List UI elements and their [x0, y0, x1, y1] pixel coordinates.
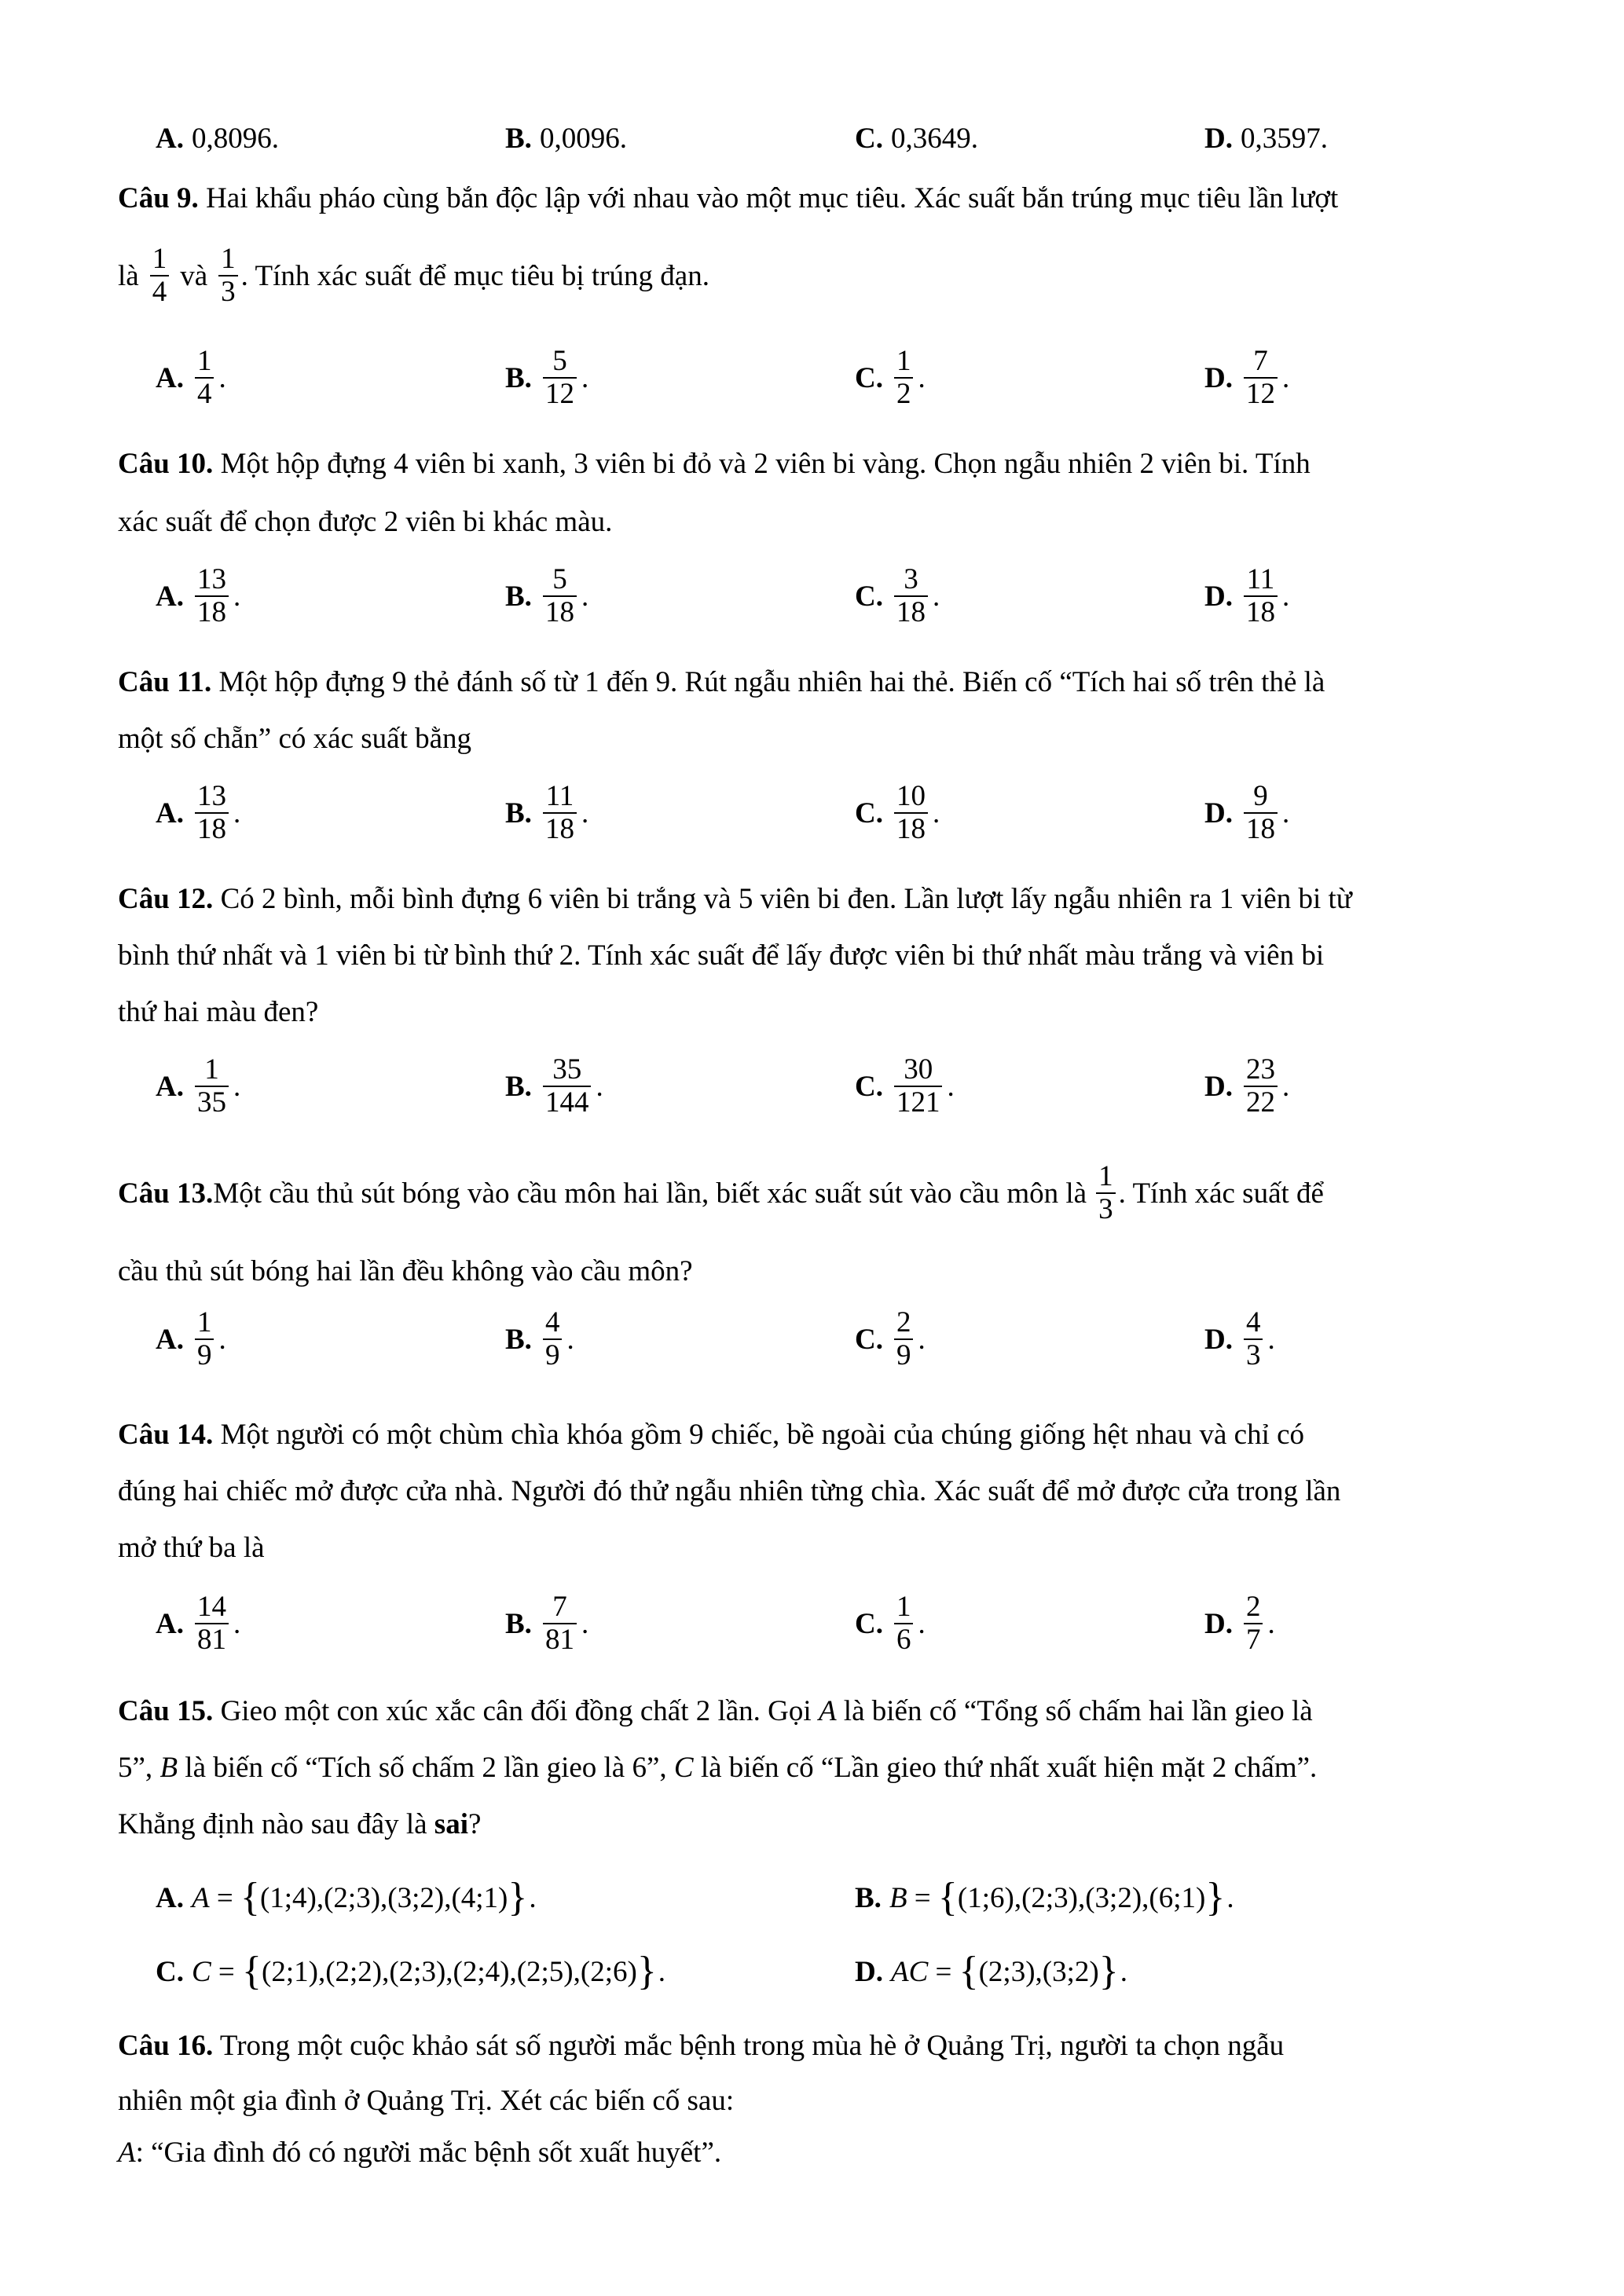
- question-text: ?: [467, 1808, 482, 1840]
- q12-option-a[interactable]: A. $\frac{1}{35}$ .: [156, 1053, 241, 1119]
- fraction: [543, 564, 577, 628]
- q9-option-a[interactable]: A. $\frac{1}{4}$ .: [156, 345, 226, 410]
- question-text: Gieo một con xúc xắc cân đối đồng chất 2 lần. Gọi: [213, 1695, 819, 1727]
- option-label: D.: [1204, 361, 1233, 394]
- denominator: 18: [544, 813, 574, 845]
- numerator: 1: [204, 1053, 219, 1086]
- question-text: Trong một cuộc khảo sát số người mắc bệnh trong mùa hè ở Quảng Trị, người ta chọn ngẫu: [213, 2030, 1285, 2062]
- q8-option-b[interactable]: [505, 124, 627, 153]
- math-variable: A: [818, 1695, 837, 1727]
- fraction: [1244, 564, 1278, 628]
- option-label: D.: [1204, 123, 1233, 155]
- option-label: C.: [855, 796, 883, 829]
- option-label: B.: [505, 123, 532, 155]
- q12-stem-line3: [118, 998, 1524, 1027]
- denominator: 18: [1245, 596, 1275, 628]
- numerator: 1: [1098, 1160, 1113, 1192]
- fraction: [218, 244, 238, 308]
- q14-options: [118, 1591, 1524, 1662]
- option-label: D.: [1204, 796, 1233, 829]
- denominator: 9: [896, 1339, 911, 1371]
- question-text: mở thứ ba là: [118, 1532, 265, 1564]
- fraction: [894, 346, 914, 410]
- question-text: là biến cố “Tổng số chấm hai lần gieo là: [836, 1695, 1313, 1727]
- fraction: [543, 1307, 563, 1371]
- q12-stem-line1: [118, 884, 1524, 914]
- math-variable: A: [191, 1881, 210, 1914]
- fraction: [1244, 1054, 1278, 1119]
- math-variable: AC: [890, 1955, 929, 1988]
- emphasis-text: sai: [434, 1808, 468, 1840]
- q12-option-c[interactable]: C. $\frac{30}{121}$ .: [855, 1053, 955, 1119]
- fraction: [1244, 1591, 1263, 1656]
- q13-option-b[interactable]: B. $\frac{4}{9}$ .: [505, 1306, 574, 1371]
- q13-option-a[interactable]: A. $\frac{1}{9}$ .: [156, 1306, 226, 1371]
- denominator: 121: [896, 1086, 940, 1119]
- q15-option-c[interactable]: C. C = { (2;1),(2;2),(2;3),(2;4),(2;5),(2;6) } .: [156, 1949, 666, 1994]
- q14-stem-line3: [118, 1533, 1524, 1562]
- option-label: D.: [1204, 580, 1233, 613]
- q10-option-a[interactable]: A. $\frac{13}{18}$ .: [156, 563, 241, 628]
- q14-option-d[interactable]: D. $\frac{2}{7}$ .: [1204, 1591, 1275, 1656]
- numerator: 1: [196, 345, 212, 377]
- numerator: 2: [896, 1306, 911, 1338]
- option-end: .: [619, 123, 627, 155]
- option-label: C.: [855, 361, 883, 394]
- question-text: xác suất để chọn được 2 viên bi khác màu.: [118, 506, 613, 538]
- fraction: [1244, 346, 1278, 410]
- math-variable: B: [889, 1881, 907, 1914]
- question-text: nhiên một gia đình ở Quảng Trị. Xét các biến cố sau:: [118, 2085, 735, 2117]
- numerator: 1: [196, 1306, 212, 1338]
- question-text: Một người có một chùm chìa khóa gồm 9 chiếc, bề ngoài của chúng giống hệt nhau và chỉ có: [213, 1419, 1305, 1451]
- fraction: [1244, 1307, 1263, 1371]
- q14-option-c[interactable]: C. $\frac{1}{6}$ .: [855, 1591, 926, 1656]
- q9-option-d[interactable]: D. $\frac{7}{12}$ .: [1204, 345, 1290, 410]
- fraction: [195, 1054, 229, 1119]
- text: là: [118, 259, 139, 292]
- fraction: [894, 564, 928, 628]
- fraction: [150, 244, 170, 308]
- option-value: 0,3597: [1240, 123, 1321, 155]
- option-label: A.: [156, 1881, 184, 1914]
- q8-option-c[interactable]: [855, 124, 978, 153]
- q16-stem-line1: [118, 2031, 1524, 2060]
- q16-stem-line2: [118, 2086, 1524, 2115]
- option-label: D.: [1204, 1070, 1233, 1103]
- question-text: là biến cố “Tích số chấm 2 lần gieo là 6”,: [178, 1752, 674, 1784]
- option-label: C.: [855, 123, 883, 155]
- fraction: [195, 781, 229, 845]
- q15-stem-line2: [118, 1753, 1524, 1782]
- q14-option-b[interactable]: B. $\frac{7}{81}$ .: [505, 1591, 589, 1656]
- fraction: [195, 1307, 214, 1371]
- question-label: Câu 16.: [118, 2030, 214, 2062]
- q10-option-b[interactable]: B. $\frac{5}{18}$ .: [505, 563, 589, 628]
- numerator: 2: [1245, 1591, 1261, 1623]
- denominator: 18: [544, 596, 574, 628]
- question-text: Một hộp đựng 4 viên bi xanh, 3 viên bi đỏ và 2 viên bi vàng. Chọn ngẫu nhiên 2 viên bi. Tính: [213, 448, 1311, 480]
- denominator: 81: [196, 1624, 226, 1656]
- numerator: 5: [552, 345, 567, 377]
- question-text: Khẳng định nào sau đây là: [118, 1808, 434, 1840]
- q10-stem-line1: [118, 449, 1524, 478]
- question-label: Câu 12.: [118, 883, 214, 915]
- q14-stem-line2: [118, 1477, 1524, 1506]
- question-label: Câu 9.: [118, 182, 199, 214]
- option-value: 0,3649: [890, 123, 971, 155]
- fraction: [195, 564, 229, 628]
- q10-stem-line2: [118, 507, 1524, 536]
- fraction: [894, 1591, 914, 1656]
- q10-option-d[interactable]: D. $\frac{11}{18}$ .: [1204, 563, 1290, 628]
- numerator: 3: [904, 563, 918, 595]
- set-elements: (2;3),(3;2): [978, 1955, 1099, 1988]
- q11-option-a[interactable]: A. $\frac{13}{18}$ .: [156, 780, 241, 845]
- denominator: 35: [196, 1086, 226, 1119]
- denominator: 7: [1245, 1624, 1261, 1656]
- q13-option-d[interactable]: D. $\frac{4}{3}$ .: [1204, 1306, 1275, 1371]
- denominator: 12: [544, 378, 574, 410]
- numerator: 10: [896, 780, 926, 812]
- option-label: B.: [505, 1070, 532, 1103]
- q10-option-c[interactable]: C. $\frac{3}{18}$ .: [855, 563, 940, 628]
- q8-option-d[interactable]: [1204, 124, 1328, 153]
- set-elements: (2;1),(2;2),(2;3),(2;4),(2;5),(2;6): [262, 1955, 637, 1988]
- numerator: 9: [1253, 780, 1268, 812]
- q14-option-a[interactable]: A. $\frac{14}{81}$ .: [156, 1591, 241, 1656]
- denominator: 18: [196, 813, 226, 845]
- numerator: 11: [545, 780, 574, 812]
- option-label: C.: [855, 1070, 883, 1103]
- numerator: 30: [904, 1053, 933, 1086]
- fraction: [543, 1591, 577, 1656]
- option-label: C.: [855, 1323, 883, 1356]
- denominator: 3: [1098, 1193, 1113, 1225]
- math-variable: C: [673, 1752, 694, 1784]
- option-label: A.: [156, 1607, 184, 1640]
- question-text: đúng hai chiếc mở được cửa nhà. Người đó thử ngẫu nhiên từng chìa. Xác suất để mở được cửa trong lần: [118, 1475, 1341, 1507]
- q12-option-d[interactable]: D. $\frac{23}{22}$ .: [1204, 1053, 1290, 1119]
- option-value: 0,0096: [539, 123, 620, 155]
- option-label: B.: [505, 361, 532, 394]
- question-text: 5”,: [118, 1752, 160, 1784]
- q15-option-a[interactable]: A. A = { (1;4),(2;3),(3;2),(4;1) } .: [156, 1875, 537, 1920]
- numerator: 1: [896, 1591, 911, 1623]
- question-text: là biến cố “Lần gieo thứ nhất xuất hiện mặt 2 chấm”.: [693, 1752, 1318, 1784]
- question-text: thứ hai màu đen?: [118, 996, 319, 1028]
- numerator: 35: [552, 1053, 582, 1086]
- numerator: 7: [1253, 345, 1268, 377]
- fraction: [894, 1054, 943, 1119]
- option-label: B.: [505, 580, 532, 613]
- question-label: Câu 11.: [118, 666, 212, 698]
- q15-stem-line3: [118, 1810, 1524, 1839]
- denominator: 3: [1245, 1339, 1261, 1371]
- option-label: D.: [855, 1955, 883, 1988]
- question-label: Câu 13.: [118, 1177, 214, 1210]
- denominator: 22: [1245, 1086, 1275, 1119]
- question-label: Câu 10.: [118, 448, 214, 480]
- fraction: [543, 1054, 592, 1119]
- fraction: [894, 781, 928, 845]
- denominator: 144: [544, 1086, 589, 1119]
- q11-option-b[interactable]: B. $\frac{11}{18}$ .: [505, 780, 589, 845]
- numerator: 4: [1245, 1306, 1261, 1338]
- option-label: B.: [505, 796, 532, 829]
- denominator: 12: [1245, 378, 1275, 410]
- q15-option-d[interactable]: D. AC = { (2;3),(3;2) } .: [855, 1949, 1127, 1994]
- numerator: 1: [152, 243, 167, 275]
- denominator: 81: [544, 1624, 574, 1656]
- q11-options: [118, 781, 1524, 851]
- numerator: 1: [896, 345, 911, 377]
- q9-options: [118, 346, 1524, 416]
- question-text: bình thứ nhất và 1 viên bi từ bình thứ 2. Tính xác suất để lấy được viên bi thứ nhất màu trắng và viên bi: [118, 939, 1325, 972]
- denominator: 18: [896, 596, 926, 628]
- event-text: : “Gia đình đó có người mắc bệnh sốt xuất huyết”.: [135, 2137, 722, 2169]
- option-label: B.: [505, 1607, 532, 1640]
- q12-options: [118, 1054, 1524, 1125]
- denominator: 3: [221, 276, 236, 308]
- numerator: 14: [196, 1591, 226, 1623]
- q16-event-a: [118, 2138, 1524, 2167]
- denominator: 18: [896, 813, 926, 845]
- denominator: 2: [896, 378, 911, 410]
- denominator: 18: [196, 596, 226, 628]
- option-label: A.: [156, 1070, 184, 1103]
- question-text: Một cầu thủ sút bóng vào cầu môn hai lần, biết xác suất sút vào cầu môn là: [213, 1177, 1087, 1210]
- q15-stem-line1: [118, 1697, 1524, 1726]
- numerator: 11: [1246, 563, 1275, 595]
- q9-option-c[interactable]: C. $\frac{1}{2}$ .: [855, 345, 926, 410]
- fraction: [894, 1307, 914, 1371]
- numerator: 13: [196, 563, 226, 595]
- q11-option-d[interactable]: D. $\frac{9}{18}$ .: [1204, 780, 1290, 845]
- question-label: Câu 14.: [118, 1419, 214, 1451]
- q13-stem-line1: [118, 1161, 1524, 1225]
- math-variable: A: [118, 2137, 136, 2169]
- q11-option-c[interactable]: C. $\frac{10}{18}$ .: [855, 780, 940, 845]
- fraction: [543, 346, 577, 410]
- q10-options: [118, 564, 1524, 635]
- q12-option-b[interactable]: B. $\frac{35}{144}$ .: [505, 1053, 603, 1119]
- math-variable: C: [191, 1955, 211, 1988]
- fraction: [543, 781, 577, 845]
- question-text: Hai khẩu pháo cùng bắn độc lập với nhau vào một mục tiêu. Xác suất bắn trúng mục tiêu lần lượt: [198, 182, 1339, 214]
- q9-stem-line2: [118, 244, 1524, 308]
- option-value: 0,8096: [191, 123, 272, 155]
- q15-option-b[interactable]: B. B = { (1;6),(2;3),(3;2),(6;1) } .: [855, 1875, 1234, 1920]
- option-label: C.: [855, 1607, 883, 1640]
- option-label: A.: [156, 361, 184, 394]
- numerator: 1: [221, 243, 236, 275]
- option-label: D.: [1204, 1607, 1233, 1640]
- question-text: Một hộp đựng 9 thẻ đánh số từ 1 đến 9. Rút ngẫu nhiên hai thẻ. Biến cố “Tích hai số trên thẻ là: [211, 666, 1325, 698]
- fraction: [1096, 1161, 1116, 1225]
- q11-stem-line2: [118, 724, 1524, 753]
- numerator: 4: [544, 1306, 560, 1338]
- numerator: 5: [552, 563, 567, 595]
- set-elements: (1;4),(2;3),(3;2),(4;1): [259, 1881, 508, 1914]
- fraction: [195, 1591, 229, 1656]
- text: . Tính xác suất để mục tiêu bị trúng đạn.: [240, 259, 709, 292]
- q13-stem-line2: [118, 1257, 1524, 1286]
- option-label: C.: [855, 580, 883, 613]
- numerator: 13: [196, 780, 226, 812]
- option-end: .: [1320, 123, 1328, 155]
- option-label: D.: [1204, 1323, 1233, 1356]
- set-elements: (1;6),(2;3),(3;2),(6;1): [957, 1881, 1206, 1914]
- q9-option-b[interactable]: B. $\frac{5}{12}$ .: [505, 345, 589, 410]
- numerator: 23: [1245, 1053, 1275, 1086]
- option-label: C.: [156, 1955, 184, 1988]
- denominator: 4: [152, 276, 167, 308]
- option-label: B.: [855, 1881, 882, 1914]
- option-label: A.: [156, 123, 184, 155]
- option-label: A.: [156, 580, 184, 613]
- option-end: .: [271, 123, 279, 155]
- math-variable: B: [159, 1752, 178, 1784]
- option-end: .: [970, 123, 978, 155]
- denominator: 9: [544, 1339, 560, 1371]
- denominator: 18: [1245, 813, 1275, 845]
- question-text: cầu thủ sút bóng hai lần đều không vào cầu môn?: [118, 1255, 693, 1287]
- numerator: 7: [552, 1591, 567, 1623]
- option-label: A.: [156, 796, 184, 829]
- q9-stem-line1: [118, 184, 1524, 213]
- q14-stem-line1: [118, 1420, 1524, 1449]
- option-label: A.: [156, 1323, 184, 1356]
- question-text: một số chẵn” có xác suất bằng: [118, 723, 472, 755]
- denominator: 9: [196, 1339, 212, 1371]
- q11-stem-line1: [118, 668, 1524, 697]
- fraction: [195, 346, 214, 410]
- q13-options: [118, 1307, 1524, 1378]
- denominator: 4: [196, 378, 212, 410]
- text: và: [180, 259, 208, 292]
- denominator: 6: [896, 1624, 911, 1656]
- q8-option-a[interactable]: [156, 124, 279, 153]
- q13-option-c[interactable]: C. $\frac{2}{9}$ .: [855, 1306, 926, 1371]
- option-label: B.: [505, 1323, 532, 1356]
- question-label: Câu 15.: [118, 1695, 214, 1727]
- fraction: [1244, 781, 1278, 845]
- question-text: . Tính xác suất để: [1118, 1177, 1324, 1210]
- q12-stem-line2: [118, 941, 1524, 970]
- question-text: Có 2 bình, mỗi bình đựng 6 viên bi trắng và 5 viên bi đen. Lần lượt lấy ngẫu nhiên ra 1 viên bi từ: [213, 883, 1352, 915]
